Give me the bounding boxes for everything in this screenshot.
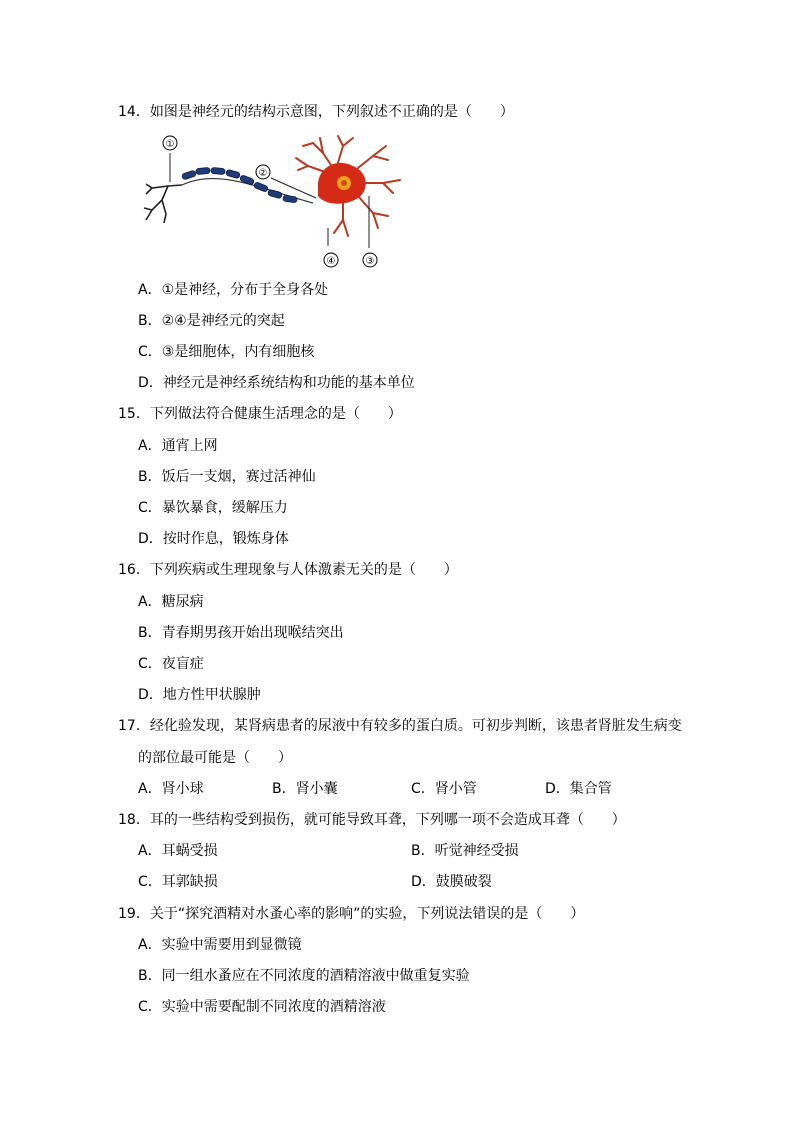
question-17-stem-line2: 的部位最可能是（ ）	[138, 750, 292, 766]
question-18-stem: 18．耳的一些结构受到损伤，就可能导致耳聋，下列哪一项不会造成耳聋（ ）	[118, 812, 626, 828]
q14-option-d[interactable]: D．神经元是神经系统结构和功能的基本单位	[138, 375, 415, 391]
q18-option-a[interactable]: A．耳蜗受损	[138, 843, 218, 859]
q17-option-c[interactable]: C．肾小管	[411, 781, 477, 797]
q17-option-a[interactable]: A．肾小球	[138, 781, 204, 797]
q17-option-d[interactable]: D．集合管	[545, 781, 612, 797]
question-16-stem: 16．下列疾病或生理现象与人体激素无关的是（ ）	[118, 562, 458, 578]
q18-option-c[interactable]: C．耳郭缺损	[138, 874, 218, 890]
label-1: ①	[165, 139, 175, 150]
q14-option-c[interactable]: C．③是细胞体，内有细胞核	[138, 344, 315, 360]
q17-option-b[interactable]: B．肾小囊	[272, 781, 338, 797]
neuron-illustration	[138, 128, 418, 273]
myelin-sheath	[181, 167, 297, 203]
label-4: ④	[326, 256, 336, 267]
q14-option-b[interactable]: B．②④是神经元的突起	[138, 313, 285, 329]
q16-option-b[interactable]: B．青春期男孩开始出现喉结突出	[138, 625, 344, 641]
q16-option-d[interactable]: D．地方性甲状腺肿	[138, 687, 261, 703]
question-15-stem: 15．下列做法符合健康生活理念的是（ ）	[118, 406, 402, 422]
q14-option-a[interactable]: A．①是神经，分布于全身各处	[138, 282, 329, 298]
q15-option-c[interactable]: C．暴饮暴食，缓解压力	[138, 500, 288, 516]
q15-option-a[interactable]: A．通宵上网	[138, 438, 218, 454]
q15-option-d[interactable]: D．按时作息，锻炼身体	[138, 531, 289, 547]
q16-option-c[interactable]: C．夜盲症	[138, 656, 204, 672]
question-14-stem: 14．如图是神经元的结构示意图，下列叙述不正确的是（ ）	[118, 104, 514, 120]
label-3: ③	[365, 256, 375, 267]
q15-option-b[interactable]: B．饭后一支烟，赛过活神仙	[138, 469, 316, 485]
nucleolus	[341, 180, 347, 186]
label-2: ②	[258, 168, 268, 179]
question-17-stem-line1: 17．经化验发现，某肾病患者的尿液中有较多的蛋白质。可初步判断，该患者肾脏发生病变	[118, 718, 682, 734]
q19-option-b[interactable]: B．同一组水蚤应在不同浓度的酒精溶液中做重复实验	[138, 968, 470, 984]
question-19-stem: 19．关于“探究酒精对水蚤心率的影响”的实验，下列说法错误的是（ ）	[118, 906, 585, 922]
q19-option-c[interactable]: C．实验中需要配制不同浓度的酒精溶液	[138, 999, 386, 1015]
q18-option-d[interactable]: D．鼓膜破裂	[411, 874, 492, 890]
q19-option-a[interactable]: A．实验中需要用到显微镜	[138, 937, 302, 953]
q18-option-b[interactable]: B．听觉神经受损	[411, 843, 519, 859]
neuron-diagram	[138, 128, 418, 273]
axon-terminals	[144, 184, 182, 223]
q16-option-a[interactable]: A．糖尿病	[138, 594, 204, 610]
